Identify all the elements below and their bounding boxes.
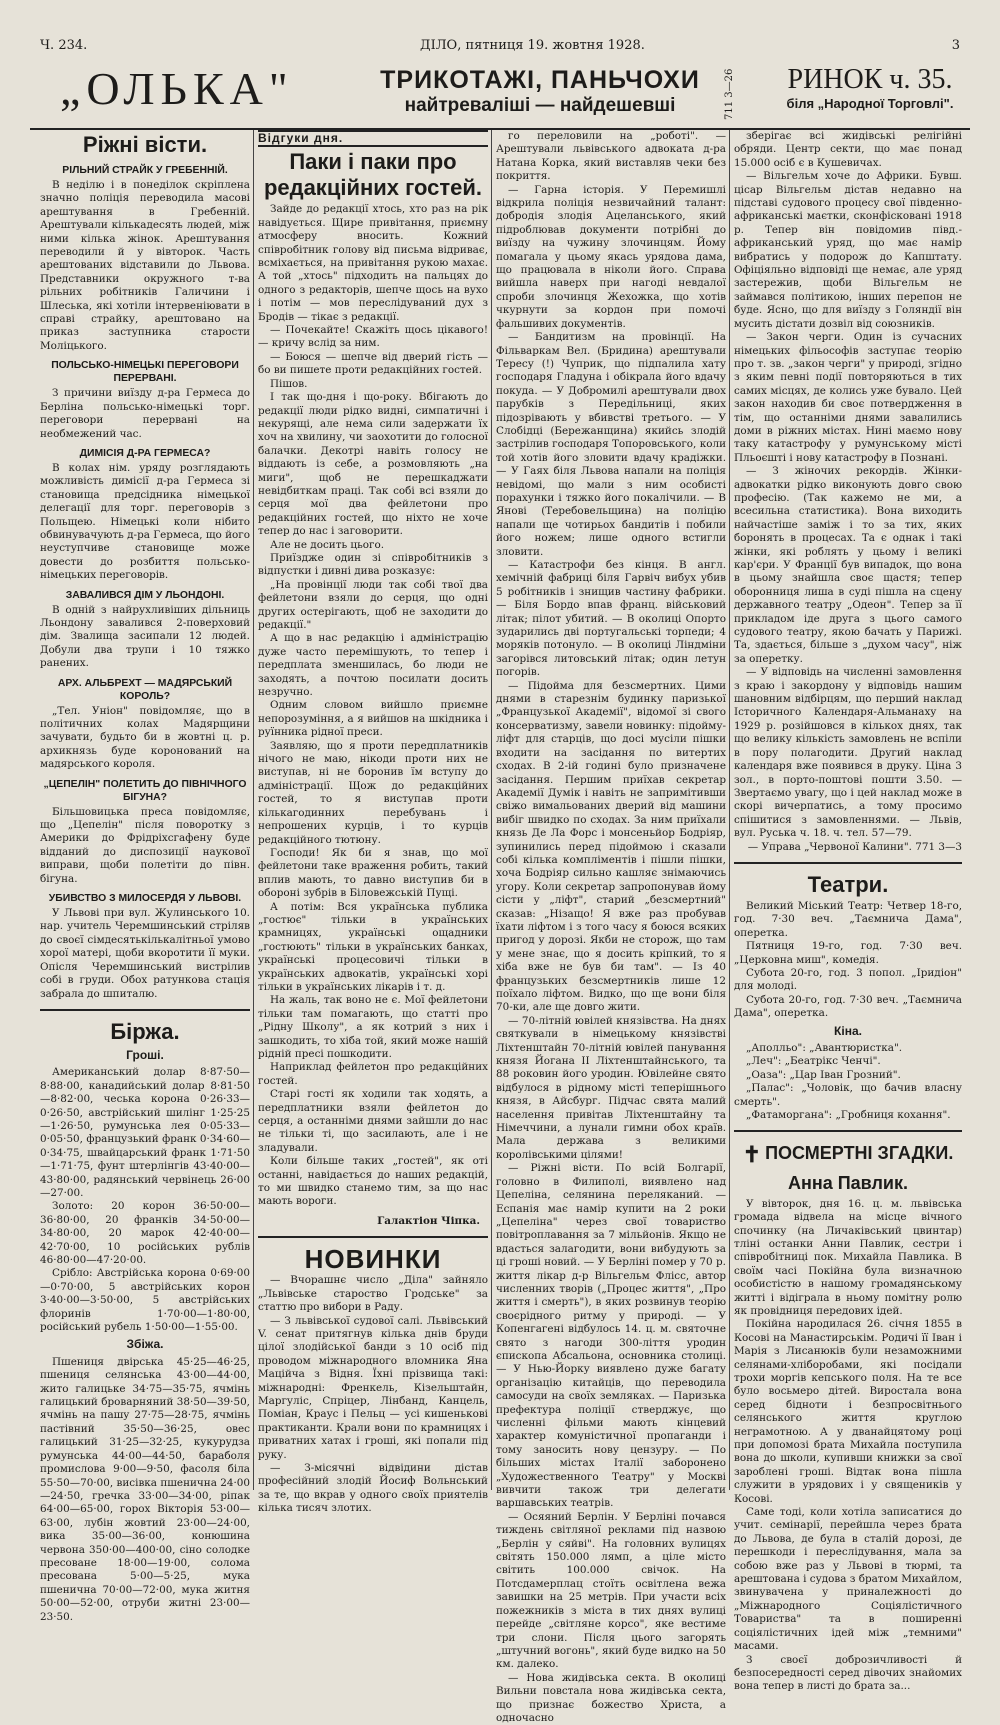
exchange-text: Срібло: Австрійська корона 0·69·00—0·70·00, 5 австрійських корон 3·40·00—3·50·00, 5 австрійських флоринів 1·70·00—1·80·00, російський рубель 1·50·00—1·55·00.: [40, 1267, 250, 1334]
column-chronicle: [496, 130, 726, 1724]
advertisement-bar: [30, 58, 970, 130]
theatre-listing: Пятниця 19-го, год. 7·30 веч. „Церковна миш", комедія.: [734, 940, 962, 966]
cinema-listing: „Палас": „Чоловік, що бачив власну смерть".: [734, 1082, 962, 1108]
theatre-listing: Великий Міський Театр: Четвер 18-го, год. 7·30 веч. „Таємнича Дама", оперетка.: [734, 899, 962, 939]
article-text: — З львівської судової салі. Львівський V. сенат притягнув кілька днів бруди цілої злодійської банди з 10 осіб під проводом міжнародного вломника Яна Маційча з Відня. Їхні прізвища такі: міжнародні: Френкель, Кізельштайн, Маргуліс, Спріцер, Лінбанд, Канцель, Поміан, Краус і Пельц — усі кишенькові практиканти. Крали вони по крамницях і приватних хатах і гроші, які попали під руку.: [258, 1314, 488, 1461]
article-text: Приїздже один зі співробітників з відпустки і дивні дива розказує:: [258, 551, 488, 578]
article-text: — Гарна історія. У Перемишлі відкрила поліція незвичайний талант: добродія злодія Ацеланського, який підроблював документи потрібні до виїзду на чужину злочинцям. Йому помагала у цьому якась урядова дама, що працювала в ніколи його. Справа вийшла наверх при нагоді невдалої спроби злочинця Жехожка, що хотів чкурнути за кордон при помочі фальшивих документів.: [496, 183, 726, 330]
theatre-listing: Субота 20-го, год. 7·30 веч. „Таємнича Дама", оперетка.: [734, 993, 962, 1020]
column-divider: [729, 130, 730, 1490]
article-text: А що в нас редакцію і адміністрацію дуже часто перемішують, то тепер і передплата зменшилась, бо люди не заходять, а почтою посилати досить незручно.: [258, 632, 488, 699]
knitwear-ad-line2: найтреваліші — найдешевші: [404, 95, 676, 116]
article-text: Більшовицька преса повідомляє, що „Цепелін" після поворотку з Америки до Фрідріхсгафену буде відданий до диспозиції наукової виправи, щоби полетіти до півн. бігуна.: [40, 805, 250, 885]
section-title-theatres: Театри.: [807, 871, 889, 897]
article-text: Заявляю, що я проти передплатників нічого не маю, нікоди проти них не виступав, ні не боронив їм вступу до адміністрації. Щож до редакційних гостей, то я виступав проти кількагодинних перебувань і непрошених курців, і то курців редакційного тютюну.: [258, 739, 488, 846]
article-text: А потім: Вся українська публика „гостює" тільки в українських крамницях, українські ощадники „гостюють" тільки в українських банках, українські процесовичі тільки в українських адвокатів, українські хорі тільки в українських лікарів і т. д.: [258, 900, 488, 993]
knitwear-ad-line1: ТРИКОТАЖІ, ПАНЬЧОХИ: [380, 66, 700, 94]
column-feuilleton: [258, 130, 488, 1515]
cinema-listing: „Аполльо": „Авантюристка".: [746, 1042, 903, 1054]
market-ad: [760, 64, 980, 111]
header-strip: [40, 38, 960, 56]
exchange-text: Пшениця двірська 45·25—46·25, пшениця селянська 43·00—44·00, жито галицьке 34·75—35·75, ячмінь галицький броварняний 38·50—39·50, ячмінь на пашу 27·75—28·75, ячмінь пастівний 35·50—36·25, овес галицький 31·25—32·25, кукурудза румунська 44·00—44·50, бараболя промислова 9·00—9·50, фасоля біла 55·50—70·00, висівка пшенична 24·00—24·50, гречка 33·00—34·00, ріпак 64·00—65·00, горох Вікторія 53·00—63·00, лубін жовтий 23·00—24·00, вика 35·00—36·00, конюшина червона 350·00—400·00, сіно солодке пресоване 18·00—19·00, солома пресована 5·00—5·25, мука пшенична 70·00—72·00, мука житня 50·00—52·00, отруби житні 23·00—23·50.: [40, 1355, 250, 1623]
obituaries-heading: [734, 1140, 962, 1167]
article-text: — Катастрофи без кінця. В англ. хемічній фабриці біля Гарвіч вибух убив 5 робітників і знищив частину фабрики. — Біля Бордо впав франц. військовий літак; пілот убитий. — В околиці Опорто зударились дві португальські торпеди; 4 моряків потонуло. — В околиці Ліндміни загорівся литовський літак; один летун погорів.: [496, 559, 726, 679]
headline: АРХ. АЛЬБРЕХТ — МАДЯРСЬКИЙ КОРОЛЬ?: [57, 677, 233, 702]
ad-code: 711 3—26: [724, 68, 735, 120]
obituary-text: У вівторок, дня 16. ц. м. львівська громада відвела на місце вічного спочинку (на Личаківський цвинтар) тліні останки Анни Павлик, сестри і співробітниці пок. Михайла Павлика. В своїм часі Покійна була визначною особистістю в нашому громадянському житті і відіграла в ньому помітну ролю як провідниця передових ідей.: [734, 1197, 962, 1317]
article-text: На жаль, так воно не є. Мої фейлетони тільки там помагають, що статті про „Рідну Школу", а як котрий з них і зашкодить, то хіба той, який може нашій рідній пресі пошкодити.: [258, 994, 488, 1060]
divider: [40, 1009, 250, 1011]
issue-number: Ч. 234.: [40, 38, 88, 53]
knitwear-ad: [380, 66, 700, 117]
article-text: — Ріжні вісти. По всій Болгарії, головно в Филиполі, виявлено над Цепеліна, селянина переляканий. — Еспанія має намір купити на 2 роки „Цепеліна" через свої товариство повітроплавання за 7 мільйонів. Якщо не вдасться залагодити, вони вибудують за ці гроші новий. — У Берліні помер у 70 р. життя лікар д-р Вільгельм Флісс, автор численних творів („Процес життя", „Про життя і смерть"), в яких розвинув теорію своєрідного ритму у природі. — У Копенгагені відбулось 14. ц. м. святочне свято з нагоди 300-ліття уродин єпископа Абсальона, основника столиці. — У Нью-Йорку виявлено дуже багату організацію китайців, що переводила самосуди на своїх земляках. — Паризька префектура поліції стверджує, що численні фільми мають кінцевий характер комуністичної пропаганди і тому заносить нову цензуру. — По більших містах Італії заборонено „Художественного Театру" у Москві вивчити також три делегати варшавських театрів.: [496, 1162, 726, 1510]
obituary-text: Саме тоді, коли хотіла записатися до учит. семінарії, перейшла через брата до Львова, де була в сталій дорозі, де перешкоди і переслідування, мала за собою вже раз у Львові в тюрмі, та арештована і судова з братом Михайлом, звинувачена у приналежності до „Міжнародного Соціялістичного Товариства" та в поширенні соціялістичних ідей між „темними" масами.: [734, 1506, 962, 1653]
article-text: В колах нім. уряду розглядають можливість димісії д-ра Гермеса зі становища предсідника німецької делегації для торг. переговорів з Польщею. Німецькі коли нібито обвинувачують д-ра Гермеса, що його неуступчиве становище може довести до розбиття польсько-німецьких переговорів.: [40, 461, 250, 582]
cross-icon: ✝: [742, 1141, 762, 1167]
cinema-listing: „Леч": „Беатрікс Ченчі".: [746, 1055, 881, 1068]
article-text: — Підойма для безсмертних. Цими днями в старезнім будинку паризької „Французької Академії", відомої зі свого консерватизму, завели новинку: підойму-ліфт для старців, що досі мусіли пішки входити на засідання по витертих сходах. В 2-ій годині було призначене засідання. Першим приїхав секретар Академії Думік і навіть не запримітивши свіжо вимальованих дверий від машини вибіг швидко по сходах. За ним приїхали князь Де Ла Форс і монсеньйор Бодріяр, зупинились перед підоймою і сказали собі кілька компліментів і пішли пішки, хоча Бодріяр сильно кашляє знімаючись угору. Коли секретар запропонував йому сісти у „ліфт", старий „безсмертний" сказав: „Нізащо! Я вже раз пробував їхати ліфтом і з того часу я боюся всяких пригод у дорозі. Якби не сторож, що там у мене знає, що я досить кріпкий, то я хіба вже не був би там". — Із 40 французьких безсмертників лише 12 поїхало ліфтом. Видко, що ще вони біля 70-ки, але ще довго жити.: [496, 679, 726, 1014]
article-text: В одній з найрухливіших дільниць Льондону завалився 2-поверховий дім. Звалища засипали 12 людей. Добули два трупи і 10 тяжко ранених.: [40, 603, 250, 670]
feuilleton-title: Паки і паки про редакційних гостей.: [263, 149, 483, 201]
article-text: — Управа „Червоної Калини". 771 3—3: [747, 840, 962, 853]
article-text: „Тел. Уніон" повідомляє, що в політичних колах Мадярщини зачувати, будьто би в жовтні ц. р. архикнязь буде коронований на мадярського короля.: [40, 704, 250, 771]
article-text: — Бандитизм на провінції. На Фільваркам Вел. (Бридина) арештували Тересу (!) Чуприк, що підпалила хату господаря Гладуна і обікрала його вдачу покуда. — У Добромилі арештували двох парубків з Передільниці, яких підозрівають у вбивстві третього. — У Слобідці (Бережанщина) якийсь злодій застрілив господаря Топоровського, коли той хотів його зловити вдачу крадіжки. — У Гаях біля Львова напали на поліція невідомі, що мали з ним особисті порахунки і тяжко його покалічили. — В Янові (Теребовельщина) на поліцію напали ще чотирьох бандитів і побили його ножем; лише одного встигли зловити.: [496, 331, 726, 558]
article-text: — Вільгельм хоче до Африки. Бувш. цісар Вільгельм дістав недавно на підставі судового процесу свої південно-африканські маєтки, сконфісковані 1918 р. Тепер він повідомив півд.-африканський уряд, що має намір вибратись у подорож до Капштату. Офіціяльно відповіді ще немає, але уряд застережив, щоби Вільгельм не займався політикою, інших перепон не буде. Ясно, що для виїзду з Голяндії він мусить дістати дозвіл від союзників.: [734, 170, 962, 330]
subheading-money: Гроші.: [126, 1047, 164, 1062]
article-text: Одним словом вийшло приємне непорозуміння, а я вийшов на шкідника і руїнника рідної преси.: [258, 699, 488, 739]
market-ad-line2: біля „Народної Торговлі".: [786, 96, 954, 111]
headline: ЗАВАЛИВСЯ ДІМ У ЛЬОНДОНІ.: [65, 589, 225, 601]
article-text: — Вчорашнє число „Діла" зайняло „Львівське староство Гродське" за статтю про вибори в Раду.: [258, 1274, 488, 1314]
headline: „ЦЕПЕЛІН" ПОЛЕТИТЬ ДО ПІВНІЧНОГО БІГУНА?: [43, 778, 247, 803]
headline: ПОЛЬСЬКО-НІМЕЦЬКІ ПЕРЕГОВОРИ ПЕРЕРВАНІ.: [51, 360, 239, 385]
article-text: Старі гості як ходили так ходять, а передплатники взяли фейлетон до серця, а останніми днями зайшли до нас не тільки ті, що засилають, але і не зладували.: [258, 1088, 488, 1154]
article-text: — Почекайте! Скажіть щось цікавого! — кричу вслід за ним.: [258, 324, 488, 350]
article-text: го переловили на „роботі". — Арештували львівського адвоката д-ра Натана Корка, який виставляв чеки без покриття.: [496, 130, 726, 183]
column-divider: [253, 130, 254, 1490]
page-number: 3: [951, 38, 960, 53]
obituary-text: Покійна народилася 26. січня 1855 в Косові на Манастирськім. Родичі її Іван і Марія з Лисанюків були незаможними селянами-хліборобами, які посідали трохи моргів кепського поля. На те все було восьмеро дітей. Виростала вона серед бідноти і безпросвітнього селянського життя круглою неграмотною. А у дванайцятому році при допомозі брата Михайла поступила вона до школи, купивши книжки за свої зароблені гроші. Відтак вона пішла служити в урядових і у священиків у Косові.: [734, 1318, 962, 1505]
headline: УБИВСТВО З МИЛОСЕРДЯ У ЛЬВОВІ.: [48, 893, 242, 905]
article-text: Коли більше таких „гостей", як оті останні, навідається до наших редакцій, то ми швидко станемо тим, за що нас мають вороги.: [258, 1155, 488, 1208]
article-text: З причини виїзду д-ра Гермеса до Берліна польсько-німецькі торг. переговори перервані на необмежений час.: [40, 387, 250, 440]
obituary-name: Анна Павлик.: [787, 1172, 909, 1193]
article-text: — Закон черги. Один із сучасних німецьких фільософів заступає теорію про т. зв. „закон черги" у природі, згідно з яким певні події повторяються в тих самих місцях, де колись уже бувало. Цей закон находив би своє потвердження в тім, що останніми днями завалились доми в ріжних містах. Нині маємо нову таку катастрофу у румунському місті Пльоєшті і нову катастрофу в Познані.: [734, 331, 962, 464]
article-text: І так що-дня і що-року. Вбігають до редакції люди рідко видні, симпатичні і некурящі, але нема сили задержати їх хоч на хвилину, чи заохотити до голосної балачки. Декотрі навіть голосу не віддають із себе, а розмовляють „на миги", щоб не перешкаджати невідбиткам праці. Так собі всі взяли до серця мої два фейлетони про редакційних гостей, що ніхто не хоче тепер до нас і заговорити.: [258, 391, 488, 538]
article-text: Пішов.: [270, 377, 308, 390]
column-divider: [491, 130, 492, 1490]
divider: [734, 862, 962, 864]
obituaries-title: ПОСМЕРТНІ ЗГАДКИ.: [765, 1143, 954, 1164]
article-text: Наприклад фейлетон про редакційних гостей.: [258, 1061, 488, 1087]
olka-ad: „ОЛЬКА": [60, 63, 294, 114]
column-news: [40, 130, 250, 1623]
market-ad-line1: РИНОК ч. 35.: [787, 64, 953, 95]
cinema-listing: „Фатаморгана": „Гробниця кохання".: [746, 1109, 951, 1122]
article-text: — Боюся — шепче від дверий гість — бо ви пишете проти редакційних гостей.: [258, 350, 488, 377]
article-text: — У відповідь на численні замовлення з краю і закордону у відповідь нашим шановним відбірцям, що перший наклад Історичного Календаря-Альманаху на 1929 р. розійшовся в кількох днях, так що велику кількість замовлень не вспіли в пору полагодити. Другий наклад календаря вже появився в друку. Ціна 3 зол., в порто-поштові пошти 3.50. — Звертаємо увагу, що і цей наклад може в скорі вичерпатись, а тому просимо спішитися з замовленнями. — Львів, вул. Руська ч. 18. ч. тел. 57—79.: [734, 666, 962, 840]
theatre-listing: Субота 20-го, год. 3 попол. „Іридіон" для молоді.: [734, 966, 962, 993]
exchange-text: Американський долар 8·87·50—8·88·00, канадийський долар 8·81·50—8·82·00, чеська корона 0·26·33—0·26·50, австрійський шилінг 1·25·25—1·26·50, румунська лея 0·05·33—0·05·50, французький франк 0·34·60—0·34·75, швайцарський франк 1·71·50—1·71·75, фунт штерлінгів 43·40·00—43·80·00, радянський червінець 26·00—27·00.: [40, 1066, 250, 1199]
article-text: Зайде до редакції хтось, хто раз на рік навідується. Щире привітання, приємну атмосферу вносить. Кожний співробітник голову від письма відриває, всміхається, на привітання рукою махає. А той „хтось" підходить на пальцях до одного з редакторів, шепче щось на вухо і потім — мов переслідуваний дух з Бродів — тікає з редакції.: [258, 203, 488, 323]
article-text: У Львові при вул. Жулинського 10. нар. учитель Черемшинський стріляв до своєї сімдесятькількалітньої умово хорої матері, щоби вкоротити її муки. Опісля Черемшинський вистрілив собі в груди. Обох ратункова стація забрала до шпиталю.: [40, 907, 250, 1000]
divider: [258, 1236, 488, 1238]
article-text: — З-місячні відвідини дістав професійний злодій Йосиф Вольнський за те, що вкрав у одного своїх приятелів кілька тисяч злотих.: [258, 1461, 488, 1515]
section-title-news: Ріжні вісти.: [82, 132, 208, 157]
article-text: — Осяяний Берлін. У Берліні почався тиждень світляної реклами під назвою „Берлін у сяйві". На головних вулицях світять 150.000 лямп, а ціле місто світить 100.000 свічок. На Потсдамерплац стоїть освітлена вежа завишки на 25 метрів. При участи всіх пожежників з міста в тих днях вулиці перейде „світляне корсо", яке вестиме три слони. Після цього загорять „штучний вогонь", який буде видко на 50 км. далеко.: [496, 1510, 726, 1671]
subheading-grain: Збіжа.: [126, 1337, 164, 1352]
section-title-exchange: Біржа.: [110, 1018, 180, 1044]
article-text: — З жіночих рекордів. Жінки-адвокатки рідко виконують довго свою професію. (Так кажемо не ми, а всесильна статистика). Вона виходить найчастіше заміж і то за тих, яких боронять в процесах. Та є однак і такі жінки, які роблять у цьому і великі кар'єри. У Франції був випадок, що вона в цьому знайшла своє щастя; тепер оборонниця лиша в суді пішла на сцену державного театру „Одеон". Тепер за її прикладом іде друга з цього самого судового театру, якою бачать у Парижі. Та, здається, більше з „духом часу", ніж за оперетку.: [734, 465, 962, 665]
obituary-text: З своєї доброзичливості й безпосередності серед дівочих знайомих вона тепер в листі до брата за...: [734, 1653, 962, 1693]
cinema-listing: „Оаза": „Цар Іван Грозний".: [746, 1068, 901, 1081]
section-title-cinemas: Кіна.: [834, 1023, 862, 1038]
article-text: „На провінції люди так собі твої два фейлетони взяли до серця, що одні других остерігають, щоб не заходити до редакції.": [258, 578, 488, 631]
section-banner: Відгуки дня.: [258, 130, 488, 147]
headline: ДИМІСІЯ Д-РА ГЕРМЕСА?: [79, 447, 211, 459]
article-text: Господи! Як би я знав, що мої фейлетони таке враження робить, такий вплив мають, то давно виступив би в обороні зубрів в Біловежській Пущі.: [258, 846, 488, 900]
author-signature: Галактіон Чіпка.: [377, 1214, 480, 1227]
article-text: В неділю і в понеділок скріплена значно поліція переводила масові арештування в Гребенній. Арештували кількадесять людей, між ними кілька жінок. Арештування переводили й у вівторок. Часть арештованих відставили до Львова. Представники окружного т-ва рільних робітників Галичини і Шлеська, які хотіли інтервеніювати в справі страйку, арештовано на приказ заступника старости Моліцького.: [40, 179, 250, 352]
column-misc: [734, 130, 962, 1693]
section-title-novelties: НОВИНКИ: [304, 1244, 442, 1275]
newspaper-date: ДІЛО, пятниця 19. жовтня 1928.: [420, 38, 645, 53]
headline: РІЛЬНИЙ СТРАЙК У ГРЕБЕННІЙ.: [62, 165, 228, 176]
article-text: — 70-літній ювілей князівства. На днях святкували в німецькому князівстві Ліхтенштайн 70-літній ювілей панування князя Йогана II Ліхтенштайнського, та 88 роковин його уродин. Ювілейне свято відбулося в рідному місті теперішнього князя, в Айсбург. Підчас свята малий населення привітав Ліхтенштайну та Німеччини, а лунали гимни обох країв. Мала держава з великими королівськими цілями!: [496, 1014, 726, 1161]
divider: [734, 1130, 962, 1132]
article-text: зберігає всі жидівські релігійні обряди. Центр секти, що має понад 15.000 осіб є в Кушевичах.: [734, 130, 962, 169]
article-text: — Нова жидівська секта. В околиці Вильни повстала нова жидівська секта, що признає божество Христа, а одночасно: [496, 1671, 726, 1724]
exchange-text: Золото: 20 корон 36·50·00—36·80·00, 20 франків 34·50·00—34·80·00, 20 марок 42·40·00—42·70·00, 10 російських рублів 46·80·00—47·20·00.: [40, 1200, 250, 1266]
article-text: Але не досить цього.: [270, 538, 385, 551]
